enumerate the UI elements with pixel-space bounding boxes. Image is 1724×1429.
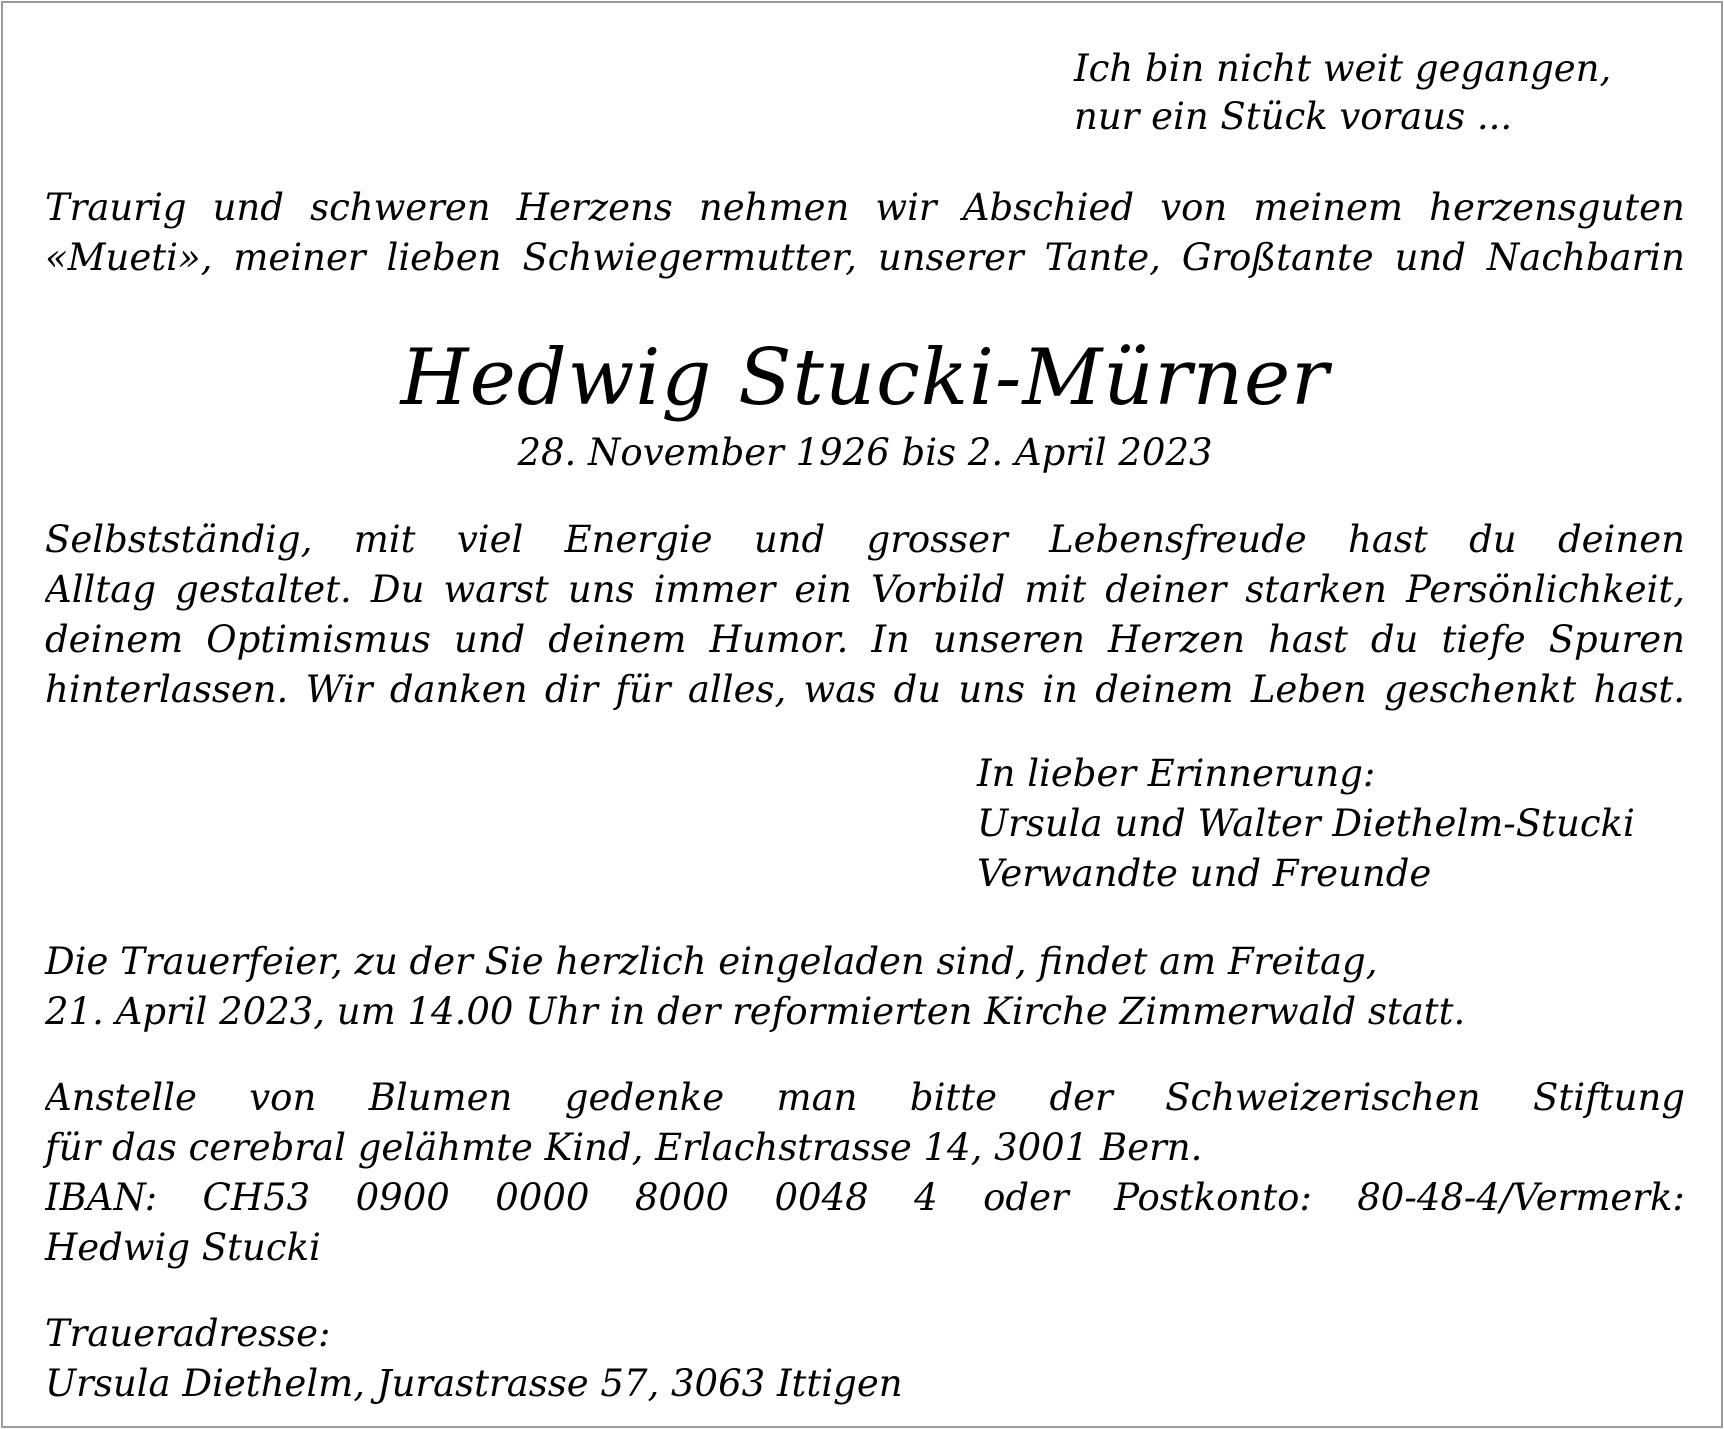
address-label: Traueradresse:	[45, 1312, 331, 1355]
tribute-line-4: hinterlassen. Wir danken dir für alles, was du uns in deinem Leben geschenkt hast.	[45, 668, 1685, 711]
donation-line-1: Anstelle von Blumen gedenke man bitte der Schweizerischen Stiftung	[45, 1076, 1685, 1119]
intro-line-2: «Mueti», meiner lieben Schwiegermutter, unserer Tante, Großtante und Nachbarin	[45, 236, 1685, 279]
donation-bank-details: IBAN: CH53 0900 0000 8000 0048 4 oder Postkonto: 80-48-4/Vermerk:	[45, 1176, 1685, 1219]
signature-heading: In lieber Erinnerung:	[977, 752, 1376, 795]
signature-relatives: Verwandte und Freunde	[977, 852, 1432, 895]
intro-line-1: Traurig und schweren Herzens nehmen wir Abschied von meinem herzensguten	[45, 186, 1685, 229]
service-line-2: 21. April 2023, um 14.00 Uhr in der reformierten Kirche Zimmerwald statt.	[45, 990, 1466, 1033]
motto-line-2: nur ein Stück voraus ...	[1074, 95, 1513, 138]
deceased-name: Hedwig Stucki-Mürner	[400, 333, 1330, 423]
motto-line-1: Ich bin nicht weit gegangen,	[1074, 47, 1612, 90]
tribute-line-3: deinem Optimismus und deinem Humor. In unseren Herzen hast du tiefe Spuren	[45, 618, 1685, 661]
address-value: Ursula Diethelm, Jurastrasse 57, 3063 Ittigen	[45, 1362, 903, 1405]
tribute-line-2: Alltag gestaltet. Du warst uns immer ein Vorbild mit deiner starken Persönlichkeit,	[45, 568, 1685, 611]
service-line-1: Die Trauerfeier, zu der Sie herzlich eingeladen sind, findet am Freitag,	[45, 940, 1378, 983]
donation-line-2: für das cerebral gelähmte Kind, Erlachstrasse 14, 3001 Bern.	[45, 1126, 1203, 1169]
deceased-dates: 28. November 1926 bis 2. April 2023	[517, 431, 1213, 474]
obituary-frame	[1, 1, 1723, 1428]
signature-family: Ursula und Walter Diethelm-Stucki	[977, 802, 1635, 845]
donation-reference: Hedwig Stucki	[45, 1226, 321, 1269]
tribute-line-1: Selbstständig, mit viel Energie und grosser Lebensfreude hast du deinen	[45, 518, 1685, 561]
